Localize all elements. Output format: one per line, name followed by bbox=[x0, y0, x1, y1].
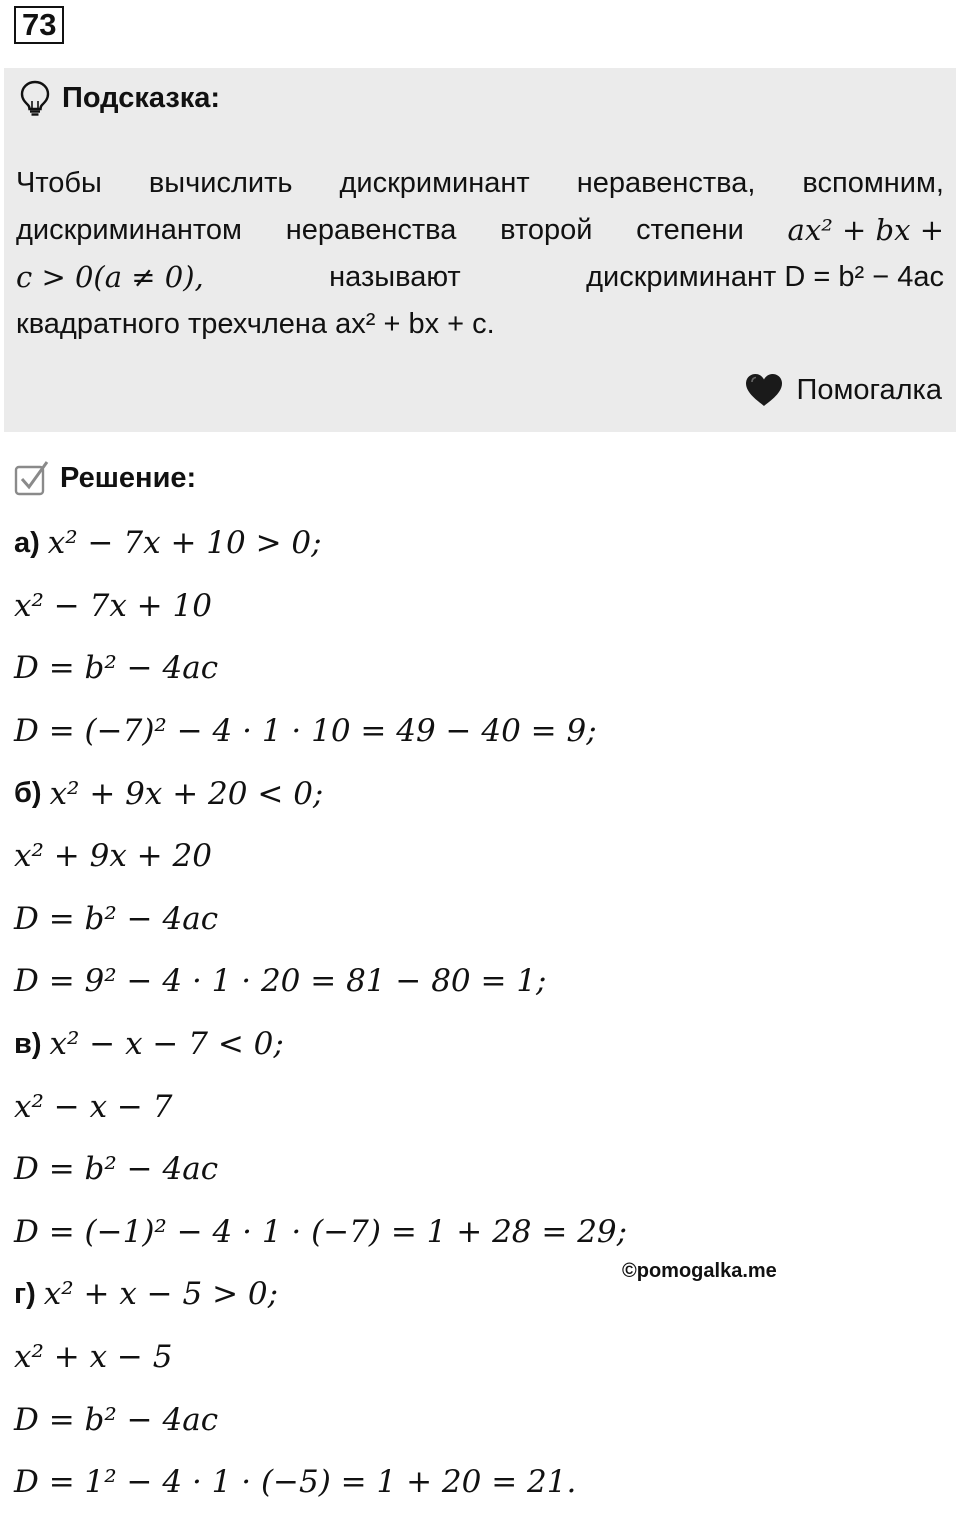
step-expression: x² + x − 5 bbox=[14, 1339, 173, 1376]
solution-steps bbox=[14, 512, 944, 1514]
solution-step bbox=[14, 1013, 944, 1076]
solution-step bbox=[14, 1201, 944, 1264]
hint-text bbox=[16, 160, 944, 348]
solution-step bbox=[14, 888, 944, 951]
step-expression: D = (−1)² − 4 · 1 · (−7) = 1 + 28 = 29; bbox=[14, 1213, 628, 1250]
solution-step bbox=[14, 1388, 944, 1451]
step-expression: D = (−7)² − 4 · 1 · 10 = 49 − 40 = 9; bbox=[14, 713, 597, 750]
hint-box bbox=[4, 68, 956, 432]
hint-title: Подсказка: bbox=[62, 81, 221, 114]
step-expression: x² − 7x + 10 bbox=[14, 587, 212, 624]
hint-word: неравенства, bbox=[576, 167, 756, 199]
step-expression: x² − x − 7 bbox=[14, 1088, 173, 1125]
heart-icon bbox=[743, 371, 785, 409]
solution-step bbox=[14, 762, 944, 825]
solution-step bbox=[14, 700, 944, 763]
hint-formula: ax² + bx + bbox=[787, 213, 944, 247]
solution-step bbox=[14, 1263, 944, 1326]
hint-word: вычислить bbox=[148, 167, 293, 199]
hint-formula: дискриминант D = b² − 4ac bbox=[586, 261, 944, 293]
step-expression: D = b² − 4ac bbox=[14, 1151, 219, 1188]
hint-formula: c > 0(a ≠ 0), bbox=[16, 260, 204, 294]
solution-header bbox=[14, 456, 196, 500]
solution-step bbox=[14, 825, 944, 888]
step-label: б) bbox=[14, 777, 42, 810]
step-expression: x² + 9x + 20 < 0; bbox=[49, 775, 324, 812]
hint-word: вспомним, bbox=[802, 167, 944, 199]
solution-step bbox=[14, 1451, 944, 1514]
task-number: 73 bbox=[14, 6, 64, 44]
hint-line bbox=[16, 254, 944, 301]
hint-line bbox=[16, 160, 944, 207]
step-label: в) bbox=[14, 1027, 42, 1060]
solution-step bbox=[14, 637, 944, 700]
hint-word: неравенства bbox=[285, 214, 457, 246]
brand-label: Помогалка bbox=[796, 373, 942, 406]
step-expression: D = b² − 4ac bbox=[14, 650, 219, 687]
checkbox-check-icon bbox=[14, 459, 50, 497]
hint-header bbox=[18, 78, 220, 118]
watermark: ©pomogalka.me bbox=[622, 1260, 777, 1282]
hint-word: называют bbox=[329, 261, 461, 293]
solution-step bbox=[14, 1326, 944, 1389]
step-expression: D = b² − 4ac bbox=[14, 900, 219, 937]
solution-step bbox=[14, 1075, 944, 1138]
hint-line bbox=[16, 301, 944, 348]
hint-word: квадратного трехчлена ax² + bx + c. bbox=[16, 308, 495, 340]
step-label: а) bbox=[14, 526, 40, 559]
lightbulb-icon bbox=[18, 79, 52, 117]
hint-word: дискриминантом bbox=[16, 214, 242, 246]
solution-title: Решение: bbox=[60, 461, 197, 494]
step-expression: D = 1² − 4 · 1 · (−5) = 1 + 20 = 21. bbox=[14, 1464, 577, 1501]
step-expression: x² + 9x + 20 bbox=[14, 838, 212, 875]
hint-word: дискриминант bbox=[339, 167, 530, 199]
solution-step bbox=[14, 1138, 944, 1201]
hint-line bbox=[16, 207, 944, 254]
solution-step bbox=[14, 950, 944, 1013]
solution-step bbox=[14, 575, 944, 638]
solution-step bbox=[14, 512, 944, 575]
step-expression: x² − 7x + 10 > 0; bbox=[47, 525, 322, 562]
hint-word: степени bbox=[636, 214, 744, 246]
step-expression: x² − x − 7 < 0; bbox=[49, 1026, 284, 1063]
step-expression: x² + x − 5 > 0; bbox=[43, 1276, 279, 1313]
hint-word: второй bbox=[500, 214, 593, 246]
brand bbox=[743, 370, 942, 410]
step-expression: D = 9² − 4 · 1 · 20 = 81 − 80 = 1; bbox=[14, 963, 547, 1000]
hint-word: Чтобы bbox=[16, 167, 102, 199]
step-label: г) bbox=[14, 1277, 36, 1310]
step-expression: D = b² − 4ac bbox=[14, 1401, 219, 1438]
